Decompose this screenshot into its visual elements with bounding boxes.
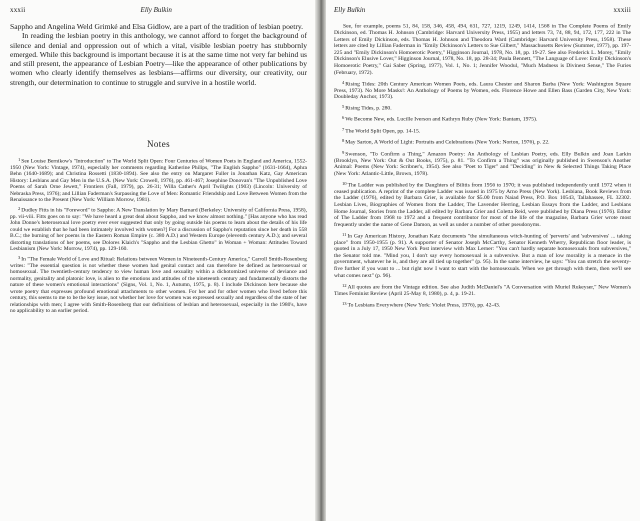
right-running-head — [334, 6, 631, 16]
footnote-number: 1 — [18, 157, 21, 163]
footnote-text: Rising Tides, p. 280. — [345, 105, 392, 112]
footnote — [334, 115, 631, 123]
footnote-text: All quotes are from the Vintage edition. See also Judith McDaniel's "A Conversation with Muriel Rukeyser," New Women's Times Feminist Review (April 25-May 8, 1980), p. 4, p. 19-21. — [334, 284, 631, 297]
left-running-head-author: Elly Bulkin — [140, 6, 172, 14]
footnote-text: See Louise Bernikow's "Introduction" to The World Split Open: Four Centuries of Women Poets in England and America, 1552-1950 (New York: Vintage, 1974), especially her comments regarding Katherine Philips, "The English Sappho" (1631-1664), Aphra Behn (1640-1689); and Christina Rossetti (1830-1894). See also the entry on Margaret Fuller in Jonathan Katz, Gay American History: Lesbians and Gay Men in the U.S.A. (New York: Crowell, 1976), pp. 461-467; Josephine Donovan's "The Unpublished Love Poems of Sarah Orne Jewett," Frontiers (Fall, 1979), pp. 26-31; Willa Cather's April Twilights (1903) (Lincoln: University of Nebraska Press, 1976); and Lillian Faderman's Surpassing the Love of Men: Romantic Friendship and Love Between Women from the Renaissance to the Present (New York: William Morrow, 1981). — [10, 158, 307, 204]
right-notes-list — [334, 22, 631, 309]
footnote — [334, 104, 631, 112]
footnote-number: 6 — [342, 115, 345, 121]
footnote-number: 13 — [342, 300, 347, 306]
footnote-text: See, for example, poems 51, 84, 158, 346, 458, 494, 631, 727, 1219, 1249, 1414, 1568 in The Complete Poems of Emily Dickinson, ed. Thomas H. Johnson (Cambridge: Harvard University Press, 1955) and letters 73, 74, 88, 94, 172, 177, 222 in The Letters of Emily Dickinson, eds. Thomas H. Johnson and Theodora Ward (Cambridge: Harvard University Press, 1958). These letters are cited by Lillian Faderman in "Emily Dickinson's Letters to Sue Gilbert," Massachusetts Review (Summer, 1977), pp. 197-225 and "Emily Dickinson's Homoerotic Poetry," Higginson Journal, 1978, No. 18, pp. 19-27. See also Frederick L. Morey, "Emily Dickinson's Elusive Lover," Higginson Journal, 1978, No. 18, pp. 28-34; Paula Bennett, "The Language of Love: Emily Dickinson's Homoerotic Poetry," Gai Saber (Spring, 1977), Vol. 1, No. 1; Jennifer Woodul, "Much Madness is Divinest Sense," The Furies (February, 1972). — [334, 23, 631, 76]
left-page-number: xxxii — [10, 6, 26, 14]
footnote-text: In Gay American History, Jonathan Katz documents "the simultaneous witch-hunting of 'perverts' and 'subversives' ... taking place" from 1950-1955 (p. 91). A supporter of Senator Joseph McCarthy, Senator Kenneth Wherry, Republican floor leader, is quoted in a July 17, 1950 New York Post interview with Max Lerner: "You can't hardly separate homosexuals from subversives," the Senator told me. "Mind you, I don't say every homosexual is a subversive. But a man of low morality is a menace in the government, whatever he is, and they are all tied up together" (p. 95). In the same interview, he says: "You can stretch the seventy-five further if you want to ... but right now I want to start with the homosexuals. When we get through with them, then we'll see what comes next" (p. 96). — [334, 233, 631, 279]
footnote — [334, 301, 631, 309]
footnote — [334, 80, 631, 101]
left-page — [0, 0, 315, 521]
footnote-text: Swenson, "To Confirm a Thing," Amazon Poetry: An Anthology of Lesbian Poetry, eds. Elly Bulkin and Joan Larkin (Brooklyn, New York: Out & Out Books, 1975), p. 81. "To Confirm a Thing" was originally published in Swenson's Another Animal: Poems (New York: Scribner's, 1954). See also "Poet to Tiger" and "Deciding" in New & Selected Things Taking Place (New York: Atlantic-Little, Brown, 1978). — [334, 150, 631, 177]
notes-heading: Notes — [147, 139, 170, 150]
footnote-text: Dudley Fitts in his "Foreword" to Sappho: A New Translation by Mary Barnard (Berkeley: University of California Press, 1958), pp. vii-viii. Fitts goes on to say: "We have heard a great deal about Sappho, and we know almost nothing." [Has anyone who has read John Donne's heterosexual love poetry ever ever suggested that only by going outside his poems to learn about the details of his life could we establish that he had been intimately involved with women?] For a discussion of Sappho's reputation since her death in 558 B.C.; the burning of her poems in the Eastern Roman Empire (c. 380 A.D.) and Western Europe (eleventh century A.D.); and several distorting translations of her poems, see Dolores Klaich's "Sappho and the Lesbian Ghetto" in Woman + Woman: Attitudes Toward Lesbianism (New York: Morrow, 1974), pp. 129-160. — [10, 207, 307, 253]
footnote-number: 3 — [18, 254, 21, 260]
right-page-number: xxxiii — [613, 6, 631, 14]
right-page — [326, 0, 640, 521]
body-paragraph: In reading the lesbian poetry in this anthology, we cannot afford to forget the background of silence and denial and oppression out of which a vital, visible lesbian poetry has stubbornly emerged. While this background is important because it is at the same time not very far behind us and still present, the appearance of Lesbian Poetry—like the appearance of other publications by women who clearly identify themselves as lesbians—affirms our diversity, our creativity, our strength, our determination to continue to struggle and survive in a hostile world. — [10, 31, 307, 87]
footnote-text: May Sarton, A World of Light: Portraits and Celebrations (New York: Norton, 1976), p. 22. — [345, 139, 550, 146]
footnote-text: In "The Female World of Love and Ritual: Relations between Women in Nineteenth-Century America," Carroll Smith-Rosenberg writes: "The essential question is not whether these women had genital contact and can therefore be defined as heterosexual or homosexual. The twentieth-century tendency to view human love and sexuality within a dichotomized universe of deviance and normality, genitality and platonic love, is alien to the emotions and attitudes of the nineteenth century and fundamentally distorts the nature of these women's emotional interactions" (Signs, Vol. 1, No. 1, Autumn, 1975, p. 8). I include Dickinson here because she wrote poetry that expresses profound emotional attachments to other women. For her and for other women who lived before this century, this seems to me to be the key issue, not whether her love for women was expressed sexually and regardless of the state of her relationships with men; I agree with Smith-Rosenberg that our definitions of lesbian and heterosexual, especially in the 1980's, have no applicability to an earlier period. — [10, 256, 307, 315]
footnote-text: We Become New, eds. Lucille Iverson and Kathryn Ruby (New York: Bantam, 1975). — [345, 116, 538, 123]
body-paragraph: Sappho and Angelina Weld Grimké and Elsa Gidlow, are a part of the tradition of lesbian poetry. — [10, 22, 304, 31]
footnote-number: 11 — [342, 231, 347, 237]
footnote — [10, 255, 307, 315]
footnote — [334, 138, 631, 146]
right-running-head-author: Elly Bulkin — [334, 6, 366, 14]
footnote-number: 7 — [342, 126, 345, 132]
footnote — [10, 157, 307, 204]
footnote-number: 10 — [342, 180, 347, 186]
footnote-number: 5 — [342, 104, 345, 110]
left-running-head — [10, 6, 307, 16]
footnote-text: The Ladder was published by the Daughters of Bilitis from 1956 to 1970; it was published independently until 1972 when it ceased publication. A reprint of the complete Ladder was issued in 1975 by Arno Press (New York). Lesbiana, Book Reviews from the Ladder (1976), edited by Barbara Grier, is available for $5.00 from Naiad Press, P.O. Box 10543, Tallahassee, FL 32302. Lesbian Lives, Biographies of Women from the Ladder, The Lavender Herring, Lesbian Essays from the Ladder, and Lesbians Home Journal, Stories from the Ladder, all edited by Barbara Grier and Coletta Reid, were published by Diana Press (1976). Editor of The Ladder from 1968 to 1972 and a frequent contributor for most of the life of the magazine, Barbara Grier wrote most frequently under the name of Gene Damon, as well as under a number of other pseudonyms. — [334, 182, 631, 228]
footnote — [334, 232, 631, 280]
footnote — [334, 150, 631, 178]
footnote-number: 4 — [342, 79, 345, 85]
footnote-text: The World Split Open, pp. 14-15. — [345, 128, 421, 135]
footnote-number: 2 — [18, 205, 21, 211]
book-gutter — [315, 0, 326, 521]
footnote — [334, 283, 631, 298]
footnote — [334, 22, 631, 76]
footnote-number: 8 — [342, 138, 345, 144]
footnote-text: To Lesbians Everywhere (New York: Violet Press, 1976), pp. 42-43. — [347, 301, 501, 308]
footnote — [10, 206, 307, 253]
footnote-number: 12 — [342, 282, 347, 288]
footnote-text: Rising Tides: 20th Century American Women Poets, eds. Laura Chester and Sharon Barba (New York: Washington Square Press, 1973). No More Masks!: An Anthology of Poems by Women, eds. Florence Howe and Ellen Bass (Garden City, New York: Doubleday Anchor, 1973). — [334, 80, 631, 101]
footnote-number: 9 — [342, 149, 345, 155]
footnote — [334, 127, 631, 135]
footnote — [334, 181, 631, 229]
left-notes-list — [10, 157, 307, 315]
